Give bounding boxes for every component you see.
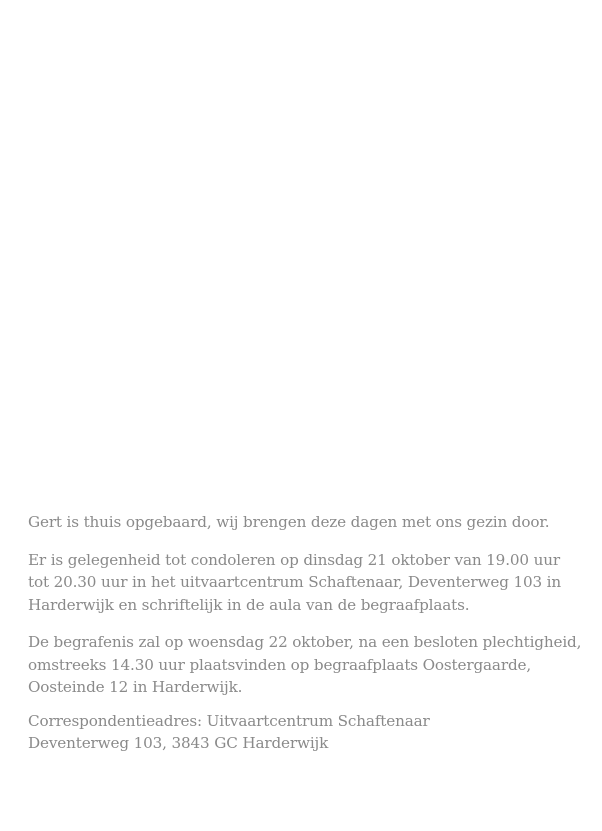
notice-text-block [28, 511, 582, 755]
correspondence-address [28, 710, 573, 755]
condolence-paragraph [28, 549, 573, 617]
text-line: omstreeks 14.30 uur plaatsvinden op begraafplaats Oostergaarde, [28, 655, 532, 674]
text-line: Deventerweg 103, 3843 GC Harderwijk [28, 734, 329, 752]
text-line: Gert is thuis opgebaard, wij brengen deze dagen met ons gezin door. [28, 513, 550, 531]
funeral-paragraph [28, 631, 582, 699]
laid-out-paragraph [28, 511, 573, 534]
text-line: Correspondentieadres: Uitvaartcentrum Schaftenaar [28, 711, 430, 730]
text-line: tot 20.30 uur in het uitvaartcentrum Schaftenaar, Deventerweg 103 in [28, 573, 561, 591]
text-line: De begrafenis zal op woensdag 22 oktober, na een besloten plechtigheid, [28, 633, 582, 651]
text-line: Er is gelegenheid tot condoleren op dinsdag 21 oktober van 19.00 uur [28, 550, 560, 569]
text-line: Oosteinde 12 in Harderwijk. [28, 678, 243, 696]
text-line: Harderwijk en schriftelijk in de aula van de begraafplaats. [28, 595, 470, 614]
